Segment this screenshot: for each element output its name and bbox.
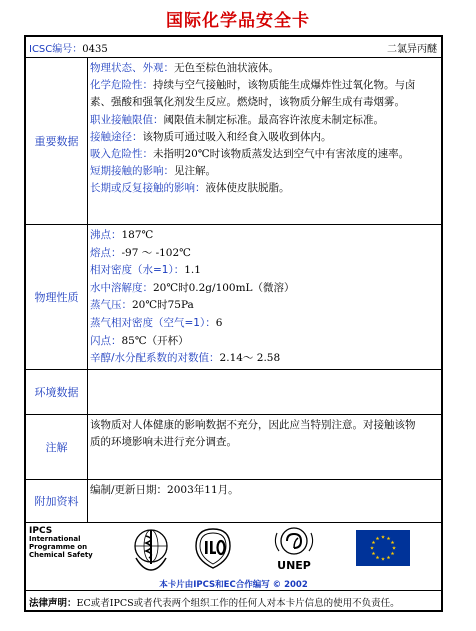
hazard-item: 吸入危险性：未指明20℃时该物质蒸发达到空气中有害浓度的速率。 (90, 148, 410, 161)
physical-item: 蒸气相对密度（空气=1）：6 (90, 316, 223, 329)
physical-item: 沸点：187℃ (90, 229, 154, 241)
chemical-name: 二氯异丙醚 (387, 44, 437, 55)
unep-emblem-icon (271, 525, 317, 575)
section-label-physical: 物理性质 (26, 225, 88, 369)
environment-body (88, 370, 441, 414)
section-environment (26, 370, 441, 415)
physical-item: 闪点：85℃（开杯） (90, 334, 189, 347)
footer-credit: 本卡片由IPCS和EC合作编写 © 2002 (159, 580, 308, 590)
hazard-item: 长期或反复接触的影响：液体使皮肤脱脂。 (90, 182, 290, 195)
section-label-additional: 附加资料 (26, 480, 88, 522)
footer-legal (26, 591, 441, 612)
who-emblem-icon (133, 526, 169, 572)
physical-item: 蒸气压：20℃时75Pa (90, 299, 194, 312)
footer-logos (26, 523, 441, 591)
physical-body (88, 225, 441, 369)
physical-item: 水中溶解度：20℃时0.2g/100mL（微溶） (90, 281, 295, 294)
section-label-notes: 注解 (26, 415, 88, 479)
hazard-item: 物理状态、外观：无色至棕色油状液体。 (90, 62, 279, 74)
additional-body: 编制/更新日期：2003年11月。 (90, 484, 239, 496)
physical-item: 辛醇/水分配系数的对数值：2.14～ 2.58 (90, 352, 281, 365)
hazard-body (88, 58, 441, 224)
ilo-emblem-icon (192, 526, 234, 572)
icsc-number: ICSC编号：0435 (29, 44, 108, 55)
legal-notice: 法律声明：EC或者IPCS或者代表两个组织工作的任何人对本卡片信息的使用不负责任。 (29, 598, 400, 609)
safety-card (24, 35, 443, 612)
hazard-item-cont: 素、强酸和强氧化剂发生反应。燃烧时，该物质分解生成有毒烟雾。 (90, 96, 405, 109)
ipcs-logo: IPCS International Programme on Chemical Safety (29, 526, 93, 559)
hazard-item: 短期接触的影响：见注解。 (90, 165, 216, 178)
hazard-item: 化学危险性：持续与空气接触时，该物质能生成爆炸性过氧化物。与卤 (90, 79, 416, 92)
card-header (26, 37, 441, 58)
notes-body: 该物质对人体健康的影响数据不充分，因此应当特别注意。对接触该物 质的环境影响未进行充分调查。 (90, 419, 416, 449)
section-hazard (26, 58, 441, 225)
hazard-item: 职业接触限值：阈限值未制定标准。最高容许浓度未制定标准。 (90, 113, 384, 126)
eu-flag-icon (356, 530, 410, 566)
physical-item: 熔点：-97 ～ -102℃ (90, 246, 191, 259)
section-notes (26, 415, 441, 480)
unep-logo-text: UNEP (277, 559, 311, 572)
section-additional (26, 480, 441, 523)
section-physical (26, 225, 441, 370)
card-title: 国际化学品安全卡 (166, 11, 310, 31)
physical-item: 相对密度（水=1）：1.1 (90, 264, 201, 277)
section-label-hazard: 重要数据 (26, 58, 88, 224)
section-label-environment: 环境数据 (26, 370, 88, 414)
hazard-item: 接触途径：该物质可通过吸入和经食入吸收到体内。 (90, 130, 332, 143)
